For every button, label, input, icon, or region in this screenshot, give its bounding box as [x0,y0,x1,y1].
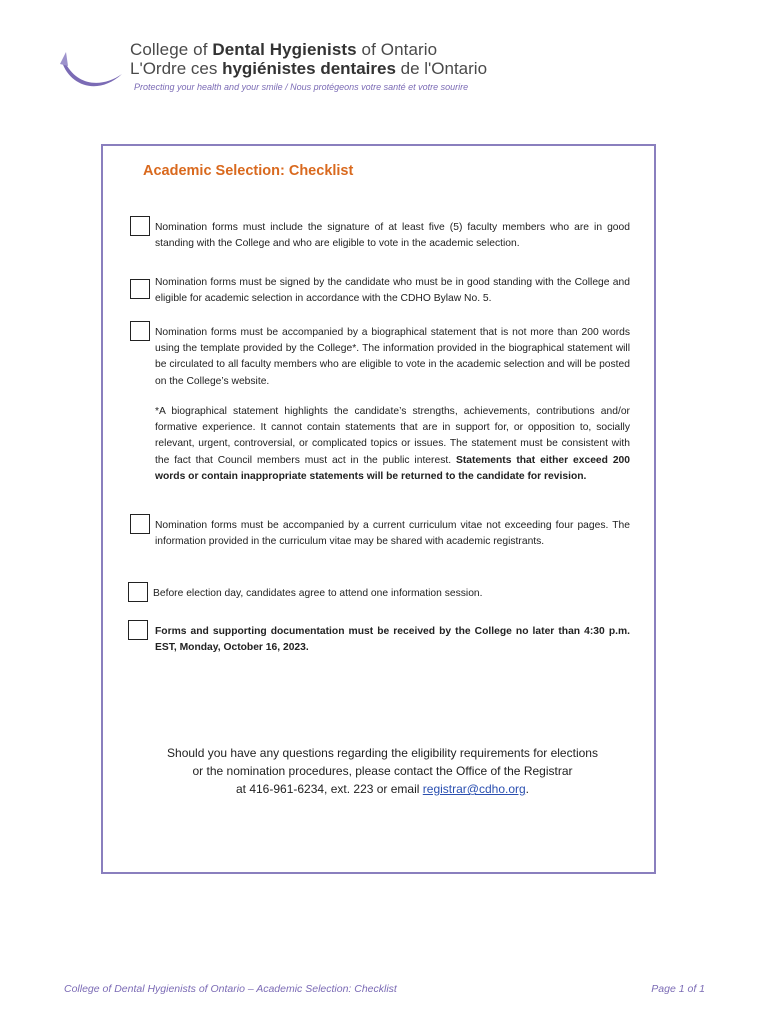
cdho-logo [60,40,490,100]
checklist-item-curriculum-vitae: Nomination forms must be accompanied by a current curriculum vitae not exceeding four pages. The information provided in the curriculum vitae may be shared with academic registrants. [155,520,630,548]
checklist-item-biographical-statement: Nomination forms must be accompanied by a biographical statement that is not more than 200 words using the template provided by the College*. The information provided in the biographical statement will be circulated to all faculty members who are eligible to vote in the academic selection and will be posted on the College’s website. [155,327,630,387]
checklist-item-deadline: Forms and supporting documentation must be received by the College no later than 4:30 p.m. EST, Monday, October 16, 2023. [155,626,630,654]
contact-paragraph [110,744,655,798]
contact-line-1: Should you have any questions regarding the eligibility requirements for elections [167,746,598,760]
contact-line-2: or the nomination procedures, please contact the Office of the Registrar [192,764,573,778]
logo-tagline: Protecting your health and your smile / Nous protégeons votre santé et votre sourire [134,82,469,92]
checkbox-candidate-signature[interactable] [130,279,150,299]
checkbox-information-session[interactable] [128,582,148,602]
biographical-statement-footnote: *A biographical statement highlights the candidate’s strengths, achievements, contributions and/or formative experience. It cannot contain statements that are in support for, or opposition to, socially relevant, urgent, controversial, or complicated topics or issues. The statement must be consistent with the fact that Council members must act in the public interest. Statements that either exceed 200 words or contain inappropriate statements will be returned to the candidate for revision. [155,406,631,482]
checklist-item-information-session: Before election day, candidates agree to attend one information session. [153,588,483,599]
registrar-email-link[interactable]: registrar@cdho.org [422,782,526,796]
checkbox-deadline[interactable] [128,620,148,640]
logo-french-name: L'Ordre ces hygiénistes dentaires de l'Ontario [130,59,488,78]
checkbox-biographical-statement[interactable] [130,321,150,341]
footer-document-title: College of Dental Hygienists of Ontario – Academic Selection: Checklist [64,983,397,995]
checklist-title: Academic Selection: Checklist [143,163,354,179]
checklist-item-candidate-signature: Nomination forms must be signed by the candidate who must be in good standing with the College and eligible for academic selection in accordance with the CDHO Bylaw No. 5. [155,277,630,305]
checkbox-curriculum-vitae[interactable] [130,514,150,534]
footer-page-number: Page 1 of 1 [651,983,705,995]
contact-line-3: at 416-961-6234, ext. 223 or email registrar@cdho.org. [235,782,530,796]
checklist-item-signatures: Nomination forms must include the signature of at least five (5) faculty members who are in good standing with the College and who are eligible to vote in the academic selection. [155,222,630,250]
checkbox-signatures[interactable] [130,216,150,236]
swoosh-logo-icon [60,44,124,98]
logo-english-name: College of Dental Hygienists of Ontario [130,40,438,59]
